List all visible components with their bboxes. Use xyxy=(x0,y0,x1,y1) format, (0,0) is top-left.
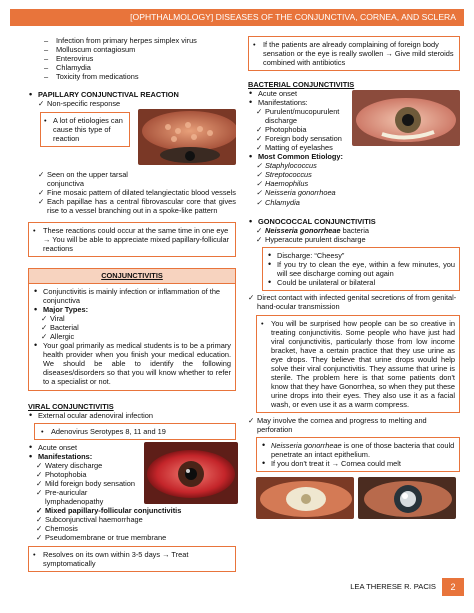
papillae-photo xyxy=(138,109,236,165)
bacterial-title: BACTERIAL CONJUNCTIVITIS xyxy=(248,80,355,90)
reactions-callout xyxy=(28,222,236,257)
bullet: • xyxy=(44,116,47,126)
list-item: ✓ Mild foreign body sensation xyxy=(36,479,146,488)
viral-title: VIRAL CONJUNCTIVITIS xyxy=(28,401,114,411)
list-item: • Conjunctivitis is mainly infection or inflammation of the conjunctiva xyxy=(33,287,231,305)
bacterial-photo xyxy=(352,90,460,146)
callout-text: If the patients are already complaining of foreign body sensation or the eye is really swollen → Give mild steroids combined with antibiotics xyxy=(263,40,454,68)
list-item: ✓ Seen on the upper tarsal conjunctiva xyxy=(38,170,143,188)
papillary-row xyxy=(28,108,236,170)
papillary-title: • PAPILLARY CONJUNCTIVAL REACTION xyxy=(28,90,236,99)
adenovirus-callout xyxy=(34,423,236,440)
callout-text: You will be surprised how people can be so creative in treating conjunctivitis. Some people who have just had viral conjunctivitis, particularly those from low income bracket, have a certain practice that they use urine as eye drops. They believe that urine drops would help solve their viral conjunctivitis. They assume that urine is sterile. The problem here is that some patients don't know that they have Gonorrhea, so when they put these urine drops into their eyes. They also use it as a facial wash, or even use it as a warm compress. xyxy=(271,318,455,410)
steroid-callout xyxy=(248,36,460,71)
list-item: ✓ Direct contact with infected genital secretions of from genital-hand-ocular transmission xyxy=(248,293,460,311)
papillary-features xyxy=(38,170,236,215)
callout-text: These reactions could occur at the same time in one eye → You will be able to appreciate mixed papillary-follicular reactions xyxy=(43,226,230,254)
list-item: ✓ Neisseria gonorrhoea xyxy=(256,188,460,197)
gonococcal-list xyxy=(256,226,460,244)
bacteria-name: Neisseria gonorrheae xyxy=(265,225,341,235)
list-item: – Molluscum contagiosum xyxy=(44,45,236,54)
list-item: – Chlamydia xyxy=(44,63,236,72)
page-footer xyxy=(350,578,464,596)
callout-text: is one of those bacteria that could penetrate an intact epithelium. xyxy=(271,441,455,460)
etiology-callout xyxy=(40,112,130,147)
list-item: – Toxicity from medications xyxy=(44,72,236,81)
list-item: • Discharge: “Cheesy” xyxy=(267,251,455,260)
list-item: ✓ Subconjunctival haemorrhage xyxy=(36,515,236,524)
organism-list xyxy=(256,161,460,206)
list-item: ✓ Non-specific response xyxy=(38,99,236,108)
list-item: ✓ Haemophilus xyxy=(256,179,460,188)
viral-manifestations-2 xyxy=(36,506,236,542)
list-item: ✓ Allergic xyxy=(41,332,231,341)
list-item: ✓ Chlamydia xyxy=(256,198,460,207)
conjunctivitis-table xyxy=(28,268,236,390)
list-item: • If you don't treat it → Cornea could melt xyxy=(261,459,455,468)
list-item: • If you try to clean the eye, within a few minutes, you will see discharge coming out again xyxy=(267,260,455,278)
papillary-list xyxy=(38,99,236,108)
papillary-section xyxy=(28,90,236,99)
list-item: • Most Common Etiology: xyxy=(248,152,460,161)
list-item: ✓ Hyperacute purulent discharge xyxy=(256,235,460,244)
list-item: ✓ Bacterial xyxy=(41,323,231,332)
list-item: • Manifestations: xyxy=(248,98,460,107)
transmission-list xyxy=(248,293,460,311)
callout-text: Adenovirus Serotypes 8, 11 and 19 xyxy=(51,426,166,436)
list-item: ✓ Watery discharge xyxy=(36,461,146,470)
bacterial-manifestations xyxy=(256,107,346,152)
list-item: • Could be unilateral or bilateral xyxy=(267,278,455,287)
callout-text: A lot of etiologies can cause this type of reaction xyxy=(53,116,123,144)
list-item: ✓ Foreign body sensation xyxy=(256,134,346,143)
viral-section xyxy=(28,402,236,573)
list-item: ✓ Photophobia xyxy=(36,470,146,479)
list-item: ✓ Pre-auricular lymphadenopathy xyxy=(36,488,146,506)
list-item: ✓ Mixed papillary-follicular conjunctivitis xyxy=(36,506,236,515)
table-body xyxy=(28,284,236,391)
viral-manifestations xyxy=(36,461,146,506)
list-item: ✓ Viral xyxy=(41,314,231,323)
list-item: ✓ Pseudomembrane or true membrane xyxy=(36,533,236,542)
table-title: CONJUNCTIVITIS xyxy=(28,268,236,283)
list-item: • Major Types: xyxy=(33,305,231,314)
resolves-callout xyxy=(28,546,236,572)
list-item: – Infection from primary herpes simplex virus xyxy=(44,36,236,45)
urine-story-callout xyxy=(256,315,460,413)
bullet: • xyxy=(253,40,256,49)
list-item: ✓ Photophobia xyxy=(256,125,346,134)
bullet: • xyxy=(33,550,36,560)
list-item xyxy=(256,226,460,235)
cornea-list xyxy=(248,416,460,434)
page-header: [OPHTHALMOLOGY] DISEASES OF THE CONJUNCTIVA, CORNEA, AND SCLERA xyxy=(10,9,464,26)
list-item: ✓ Matting of eyelashes xyxy=(256,143,346,152)
gonococcal-photo-2 xyxy=(358,477,456,519)
gonococcal-photo-1 xyxy=(256,477,354,519)
list-item: • Acute onset xyxy=(28,443,236,452)
list-item: • Acute onset xyxy=(248,89,460,98)
bullet: • xyxy=(33,226,36,236)
list-item: ✓ Streptococcus xyxy=(256,170,460,179)
viral-photo xyxy=(144,442,238,504)
gonococcal-photos xyxy=(256,477,460,519)
callout-text: Resolves on its own within 3-5 days → Treat symptomatically xyxy=(43,550,189,569)
types-list xyxy=(41,314,231,341)
list-item: • Your goal primarily as medical students is to be a primary health provider when you finish your medical education. We should be able to identify the following diseases/disorders so that you will know whether to refer to a specialist or not. xyxy=(33,341,231,386)
list-item: – Enterovirus xyxy=(44,54,236,63)
list-item: ✓ May involve the cornea and progress to melting and perforation xyxy=(248,416,460,434)
gonococcal-title: • GONOCOCCAL CONJUNCTIVITIS xyxy=(248,217,460,226)
author-name: LEA THERESE R. PACIS xyxy=(350,582,436,592)
list-item: • External ocular adenoviral infection xyxy=(28,411,236,420)
bacteria-rest: bacteria xyxy=(340,225,369,235)
discharge-callout xyxy=(262,247,460,291)
list-item xyxy=(261,441,455,459)
bullet: • xyxy=(261,318,264,328)
bacterial-section xyxy=(248,80,460,206)
gonococcal-section xyxy=(248,217,460,520)
list-item: • Manifestations: xyxy=(28,452,236,461)
page-number: 2 xyxy=(442,578,464,596)
list-item: ✓ Each papillae has a central fibrovascular core that gives rise to a vessel branching out in a spoke-like pattern xyxy=(38,197,236,215)
left-column xyxy=(28,36,236,572)
dash-list xyxy=(44,36,236,81)
list-item: ✓ Purulent/mucopurulent discharge xyxy=(256,107,346,125)
list-item: ✓ Staphylococcus xyxy=(256,161,460,170)
viral-row xyxy=(28,443,236,542)
list-item: ✓ Chemosis xyxy=(36,524,236,533)
right-column xyxy=(248,36,460,519)
bacteria-name: Neisseria gonorrheae xyxy=(271,441,342,451)
bullet: • xyxy=(41,426,44,436)
penetration-callout xyxy=(256,437,460,472)
list-item: ✓ Fine mosaic pattern of dilated telangiectatic blood vessels xyxy=(38,188,236,197)
